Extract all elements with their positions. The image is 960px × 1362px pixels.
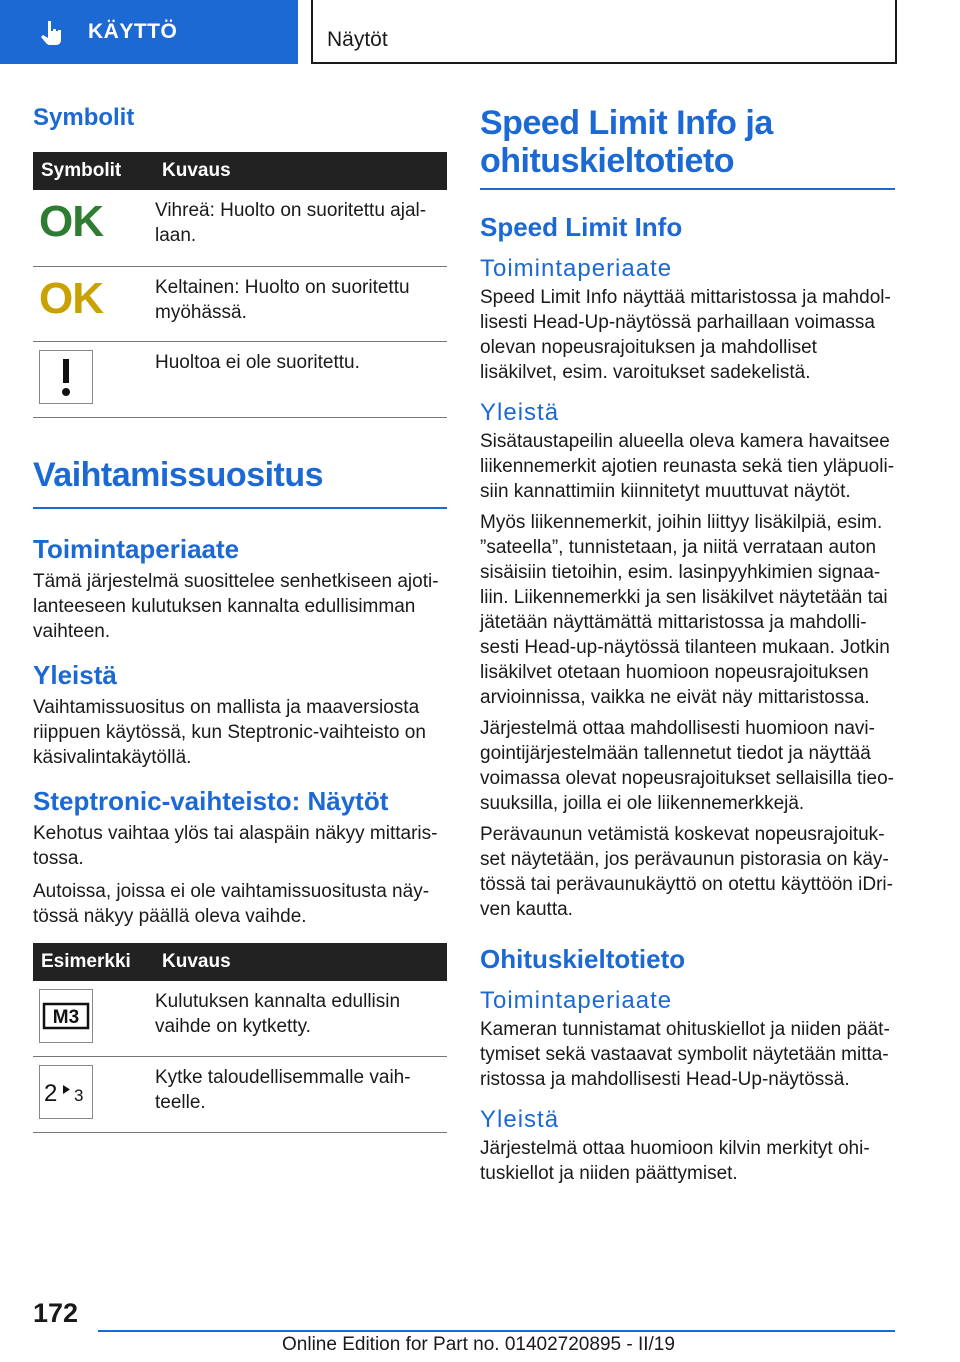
exclamation-icon — [39, 350, 93, 404]
gear-shift-2-3-icon — [39, 1065, 93, 1119]
chapter-title: Näytöt — [327, 28, 388, 51]
sli-general-p4: Perävaunun vetämistä koskevat nopeusrajoitukset näytetään, jos perävaunun pistorasia on käytössä tai perävaunukäyttö on otettu käyttöön iDriven kautta. — [480, 824, 893, 920]
footer-rule — [98, 1330, 895, 1332]
symbols-col-symbol: Symbolit — [33, 152, 154, 190]
sli-principle-text: Speed Limit Info näyttää mittaristossa ja mahdollisesti Head-Up-näytössä parhaillaan voimassa olevan nopeusrajoituksen ja mahdolliset lisäkilvet, esim. varoitukset sadekelistä. — [480, 287, 891, 383]
general-heading: Yleistä — [33, 659, 117, 690]
shift-heading: Vaihtamissuositus — [33, 455, 324, 494]
steptronic-heading: Steptronic-vaihteisto: Näytöt — [33, 785, 389, 816]
example-table — [33, 943, 447, 1134]
section-title: Speed Limit Info ja ohituskieltotieto — [480, 104, 773, 180]
sli-principle-heading: Toimintaperiaate — [480, 255, 673, 282]
section-tab[interactable] — [0, 0, 298, 64]
gear-m3-icon — [39, 989, 93, 1043]
general-text: Vaihtamissuositus on mallista ja maaversiosta riippuen käytössä, kun Steptronic-vaihteisto on käsivalintakäytöllä. — [33, 696, 426, 768]
heading-rule — [480, 188, 895, 190]
sli-general-p2: Myös liikennemerkit, joihin liittyy lisäkilpiä, esim. ”sateella”, tunnistetaan, ja niitä verrataan auton sisäisiin tietoihin, esim. lasinpyyhkimien signaaliin. Liikennemerkki ja sen lisäkilvet näytetään tai jätetään näyttämättä mittaristossa ja mahdollisesti Head-up-näytössä tilanteen mukaan. Jotkin lisäkilvet otetaan huomioon nopeusrajoituksen arvioinnissa, vaikka ne eivät näy mittaristossa. — [480, 512, 890, 708]
symbol-description: Huoltoa ei ole suoritettu. — [154, 341, 447, 417]
steptronic-text-1: Kehotus vaihtaa ylös tai alaspäin näkyy mittaristossa. — [33, 822, 438, 869]
sli-general-p1: Sisätaustapeilin alueella oleva kamera havaitsee liikennemerkit ajotien reunasta sekä tien yläpuolisiin kannattimiin kiinnitetyt muuttuvat näytöt. — [480, 431, 895, 502]
example-description: Kytke taloudellisemmalle vaihteelle. — [154, 1057, 447, 1133]
np-principle-text: Kameran tunnistamat ohituskiellot ja niiden päättymiset sekä vastaavat symbolit näytetään mittaristossa ja mahdollisesti Head-Up-näytössä. — [480, 1019, 890, 1090]
np-general-heading: Yleistä — [480, 1106, 560, 1133]
np-general-text: Järjestelmä ottaa huomioon kilvin merkityt ohituskiellot ja niiden päättymiset. — [480, 1138, 870, 1184]
table-row — [33, 981, 447, 1057]
right-column — [480, 96, 895, 1186]
principle-heading: Toimintaperiaate — [33, 533, 240, 564]
sli-general-p3: Järjestelmä ottaa mahdollisesti huomioon navigointijärjestelmään tallennetut tiedot ja näyttää voimassa olevat nopeusrajoitukset sellaisilla tieosuuksilla, joilla ei ole liikennemerkkejä. — [480, 718, 894, 814]
example-col-description: Kuvaus — [154, 943, 447, 981]
example-description: Kulutuksen kannalta edullisin vaihde on kytketty. — [154, 981, 447, 1057]
symbol-description: Vihreä: Huolto on suoritettu ajallaan. — [154, 190, 447, 266]
steptronic-text-2: Autoissa, joissa ei ole vaihtamissuositusta näytössä näkyy päällä oleva vaihde. — [33, 880, 430, 927]
sli-heading: Speed Limit Info — [480, 212, 683, 242]
principle-text: Tämä järjestelmä suosittelee senhetkiseen ajotilanteeseen kulutuksen kannalta edullisimman vaihteen. — [33, 570, 439, 642]
sli-general-heading: Yleistä — [480, 399, 560, 426]
symbols-col-description: Kuvaus — [154, 152, 447, 190]
table-row — [33, 1057, 447, 1133]
edition-text: Online Edition for Part no. 01402720895 - II/19 — [282, 1334, 675, 1355]
table-row — [33, 266, 447, 341]
gear-to-label: 3 — [74, 1086, 84, 1105]
example-col-example: Esimerkki — [33, 943, 154, 981]
ok-green-icon: OK — [39, 197, 103, 246]
np-principle-heading: Toimintaperiaate — [480, 987, 673, 1014]
hand-pointer-icon — [38, 18, 66, 46]
ok-yellow-icon: OK — [39, 273, 103, 323]
page-number: 172 — [33, 1298, 79, 1328]
table-row — [33, 341, 447, 417]
left-column — [33, 96, 447, 1133]
heading-rule — [33, 507, 447, 509]
section-tab-label: KÄYTTÖ — [88, 20, 178, 43]
table-row — [33, 190, 447, 266]
no-passing-heading: Ohituskieltotieto — [480, 944, 686, 974]
gear-from-label: 2 — [44, 1080, 58, 1107]
gear-m3-label: M3 — [52, 1006, 80, 1028]
chapter-header — [311, 0, 897, 64]
symbols-heading: Symbolit — [33, 104, 135, 131]
symbol-description: Keltainen: Huolto on suoritettu myöhässä. — [154, 266, 447, 341]
symbols-table — [33, 152, 447, 418]
